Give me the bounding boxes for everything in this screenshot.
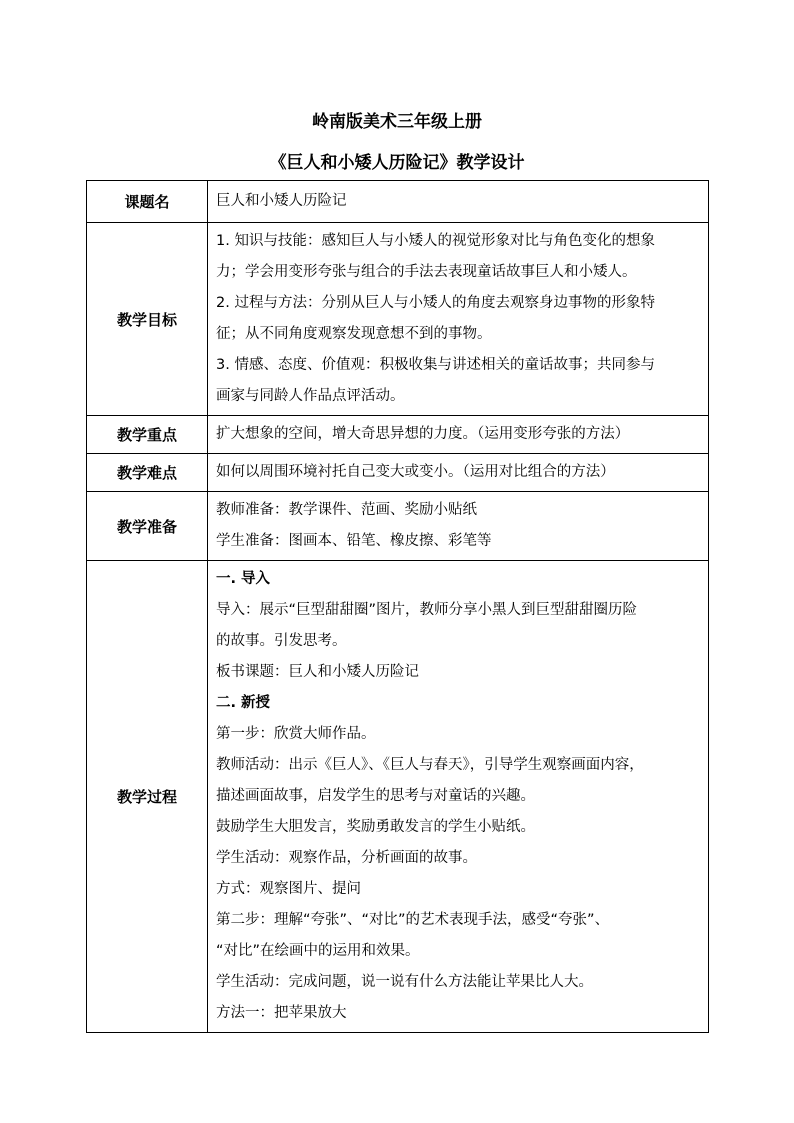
- content-line: 力；学会用变形夸张与组合的手法去表现童话故事巨人和小矮人。: [216, 264, 637, 280]
- row-content: [208, 181, 709, 223]
- content-line: 鼓励学生大胆发言，奖励勇敢发言的学生小贴纸。: [216, 819, 535, 835]
- lesson-plan-table: [86, 180, 709, 1033]
- content-line: 第一步：欣赏大师作品。: [216, 726, 376, 742]
- content-line: 2. 过程与方法：分别从巨人与小矮人的角度去观察身边事物的形象特: [216, 295, 655, 311]
- content-line: 3. 情感、态度、价值观：积极收集与讲述相关的童话故事；共同参与: [216, 357, 655, 373]
- document-subtitle: 《巨人和小矮人历险记》教学设计: [269, 153, 525, 173]
- row-header: 教学难点: [87, 454, 208, 492]
- row-preparation: [87, 492, 709, 561]
- row-content: [208, 223, 709, 416]
- content-line: 扩大想象的空间，增大奇思异想的力度。（运用变形夸张的方法）: [216, 426, 630, 442]
- content-line: 教师准备：教学课件、范画、奖励小贴纸: [216, 502, 477, 518]
- row-objectives: [87, 223, 709, 416]
- content-line: 巨人和小矮人历险记: [216, 193, 347, 209]
- content-line: 征；从不同角度观察发现意想不到的事物。: [216, 326, 492, 342]
- row-content: [208, 561, 709, 1033]
- row-content: [208, 416, 709, 454]
- row-difficulties: [87, 454, 709, 492]
- content-line: 画家与同龄人作品点评活动。: [216, 388, 405, 404]
- content-line: 导入：展示“巨型甜甜圈”图片，教师分享小黑人到巨型甜甜圈历险: [216, 602, 638, 618]
- row-header: 教学目标: [87, 223, 208, 416]
- content-line: 学生活动：完成问题，说一说有什么方法能让苹果比人大。: [216, 974, 593, 990]
- row-header: 教学重点: [87, 416, 208, 454]
- row-process: [87, 561, 709, 1033]
- content-line: 学生活动：观察作品，分析画面的故事。: [216, 850, 477, 866]
- row-header: 教学过程: [87, 561, 208, 1033]
- section-heading: 一. 导入: [216, 571, 271, 587]
- content-line: 方法一：把苹果放大: [216, 1005, 347, 1021]
- content-line: 第二步：理解“夸张”、“对比”的艺术表现手法，感受“夸张”、: [216, 912, 610, 928]
- row-header: 教学准备: [87, 492, 208, 561]
- content-line: 1. 知识与技能：感知巨人与小矮人的视觉形象对比与角色变化的想象: [216, 233, 655, 249]
- content-line: 的故事。引发思考。: [216, 633, 347, 649]
- row-content: [208, 454, 709, 492]
- section-heading: 二. 新授: [216, 695, 271, 711]
- row-key-points: [87, 416, 709, 454]
- row-topic: [87, 181, 709, 223]
- content-line: 如何以周围环境衬托自己变大或变小。（运用对比组合的方法）: [216, 464, 615, 480]
- content-line: 教师活动：出示《巨人》、《巨人与春天》，引导学生观察画面内容，: [216, 757, 644, 773]
- row-content: [208, 492, 709, 561]
- content-line: “对比”在绘画中的运用和效果。: [216, 943, 420, 959]
- document-title: 岭南版美术三年级上册: [312, 112, 482, 132]
- row-header: 课题名: [87, 181, 208, 223]
- content-line: 方式：观察图片、提问: [216, 881, 361, 897]
- content-line: 板书课题：巨人和小矮人历险记: [216, 664, 419, 680]
- content-line: 学生准备：图画本、铅笔、橡皮擦、彩笔等: [216, 533, 492, 549]
- content-line: 描述画面故事，启发学生的思考与对童话的兴趣。: [216, 788, 535, 804]
